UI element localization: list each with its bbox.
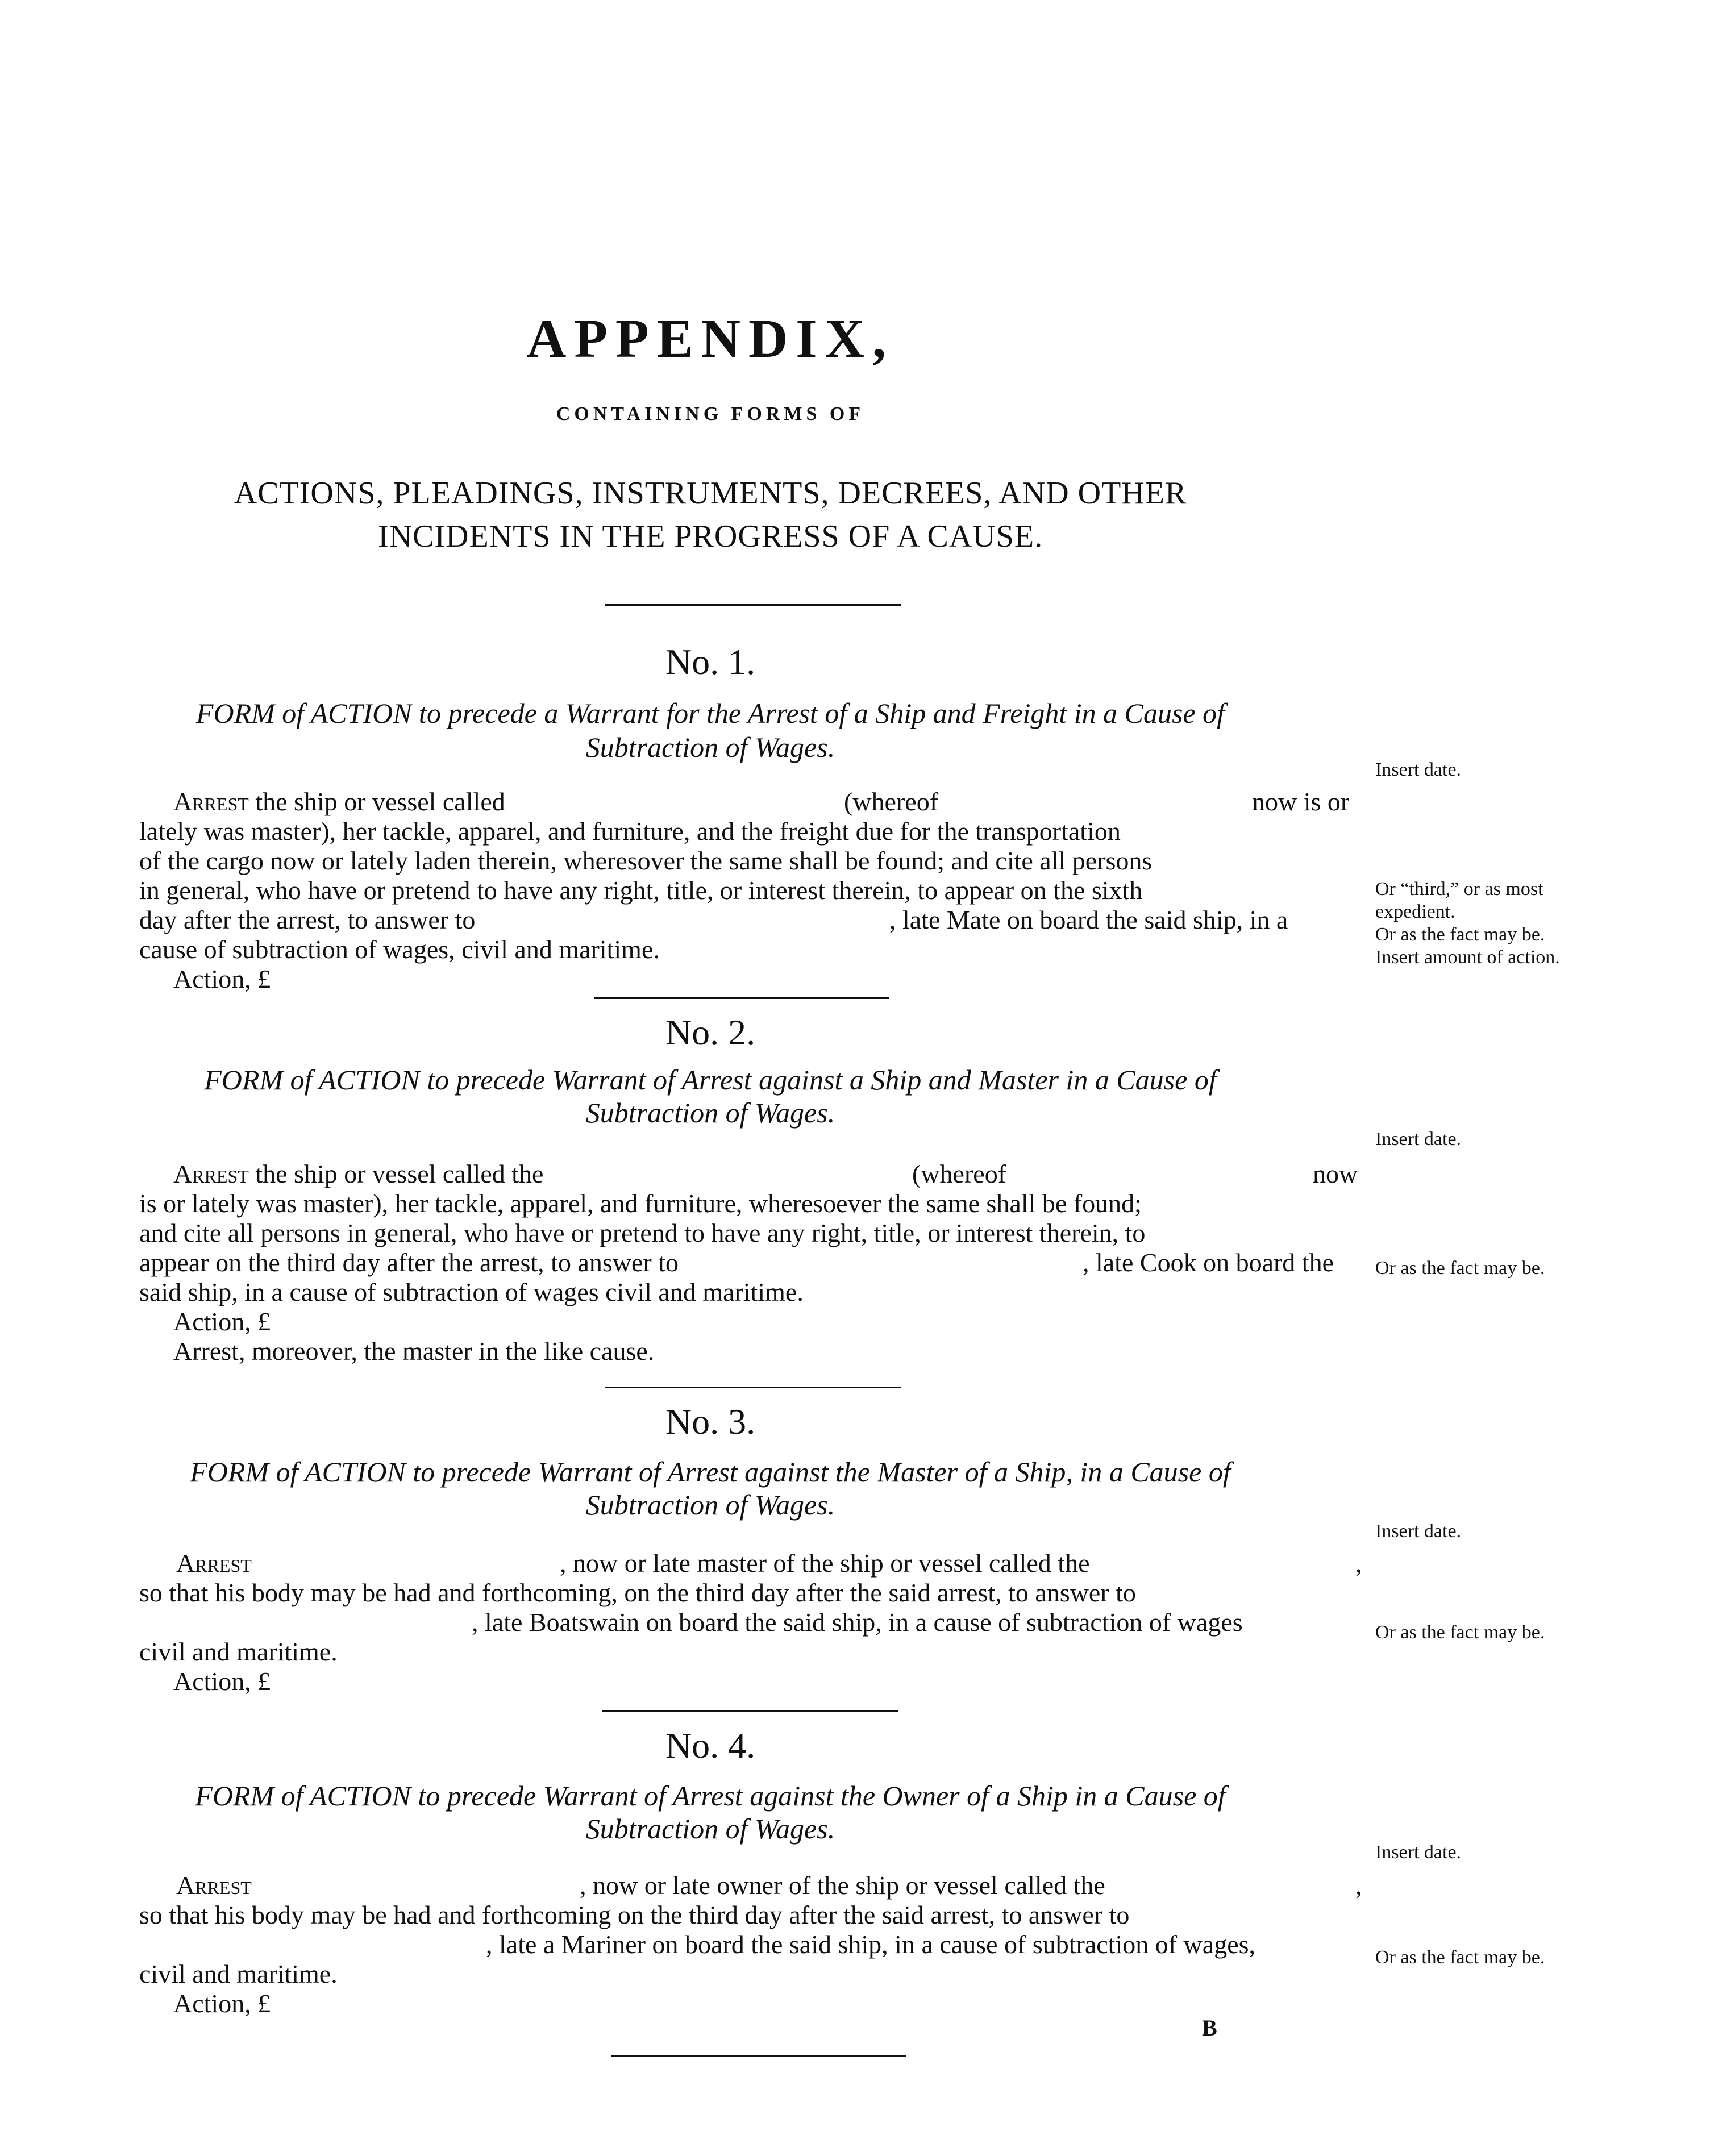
text-segment: (whereof <box>912 1159 1007 1188</box>
form-body-line <box>139 1871 1361 1900</box>
form-body-line: so that his body may be had and forthcoming on the third day after the said arrest, to answer to <box>139 1900 1130 1929</box>
form-body-line <box>139 1549 1361 1578</box>
arrest-lead: Arrest <box>176 1549 252 1578</box>
page-subtitle: CONTAINING FORMS OF <box>556 403 865 424</box>
text-segment: now is or <box>1252 787 1350 816</box>
form-number: No. 3. <box>665 1401 756 1442</box>
form-title-line1: FORM of ACTION to precede Warrant of Arrest against the Owner of a Ship in a Cause of <box>195 1780 1226 1812</box>
form-body-line: and cite all persons in general, who have or pretend to have any right, title, or interest therein, to <box>139 1218 1146 1247</box>
text-segment: , now or late master of the ship or vessel called the <box>560 1549 1090 1578</box>
text-segment: , <box>1355 1549 1362 1578</box>
text-segment: , late Cook on board the <box>1083 1248 1334 1277</box>
section-divider <box>594 997 889 999</box>
margin-note: Or as the fact may be. <box>1375 1947 1545 1968</box>
form-body-line <box>139 1159 1361 1189</box>
form-title-line2: Subtraction of Wages. <box>585 1813 835 1845</box>
text-segment: , <box>1355 1871 1362 1900</box>
margin-note: Insert date. <box>1375 759 1462 780</box>
form-title-line1: FORM of ACTION to precede a Warrant for the Arrest of a Ship and Freight in a Cause of <box>195 697 1225 729</box>
form-body-line: in general, who have or pretend to have any right, title, or interest therein, to appear on the sixth <box>139 876 1143 905</box>
text-segment: , late Boatswain on board the said ship, in a cause of subtraction of wages <box>472 1608 1243 1637</box>
action-amount-line: Action, £ <box>173 1307 271 1336</box>
margin-note: Or as the fact may be. <box>1375 924 1545 945</box>
text-segment: now <box>1313 1159 1358 1188</box>
signature-mark: B <box>1202 2015 1217 2041</box>
section-divider <box>605 604 901 606</box>
form-title-line2: Subtraction of Wages. <box>585 731 835 763</box>
margin-note: Or as the fact may be. <box>1375 1622 1545 1643</box>
form-body-line: civil and maritime. <box>139 1637 338 1666</box>
margin-note: Insert date. <box>1375 1129 1462 1150</box>
form-title-line1: FORM of ACTION to precede Warrant of Arrest against the Master of a Ship, in a Cause of <box>190 1456 1231 1488</box>
action-amount-line: Action, £ <box>173 1667 271 1696</box>
text-segment: , late Mate on board the said ship, in a <box>889 905 1288 934</box>
section-divider <box>602 1710 898 1712</box>
form-body-line <box>139 1248 1361 1277</box>
arrest-lead: Arrest <box>173 787 249 816</box>
text-segment: day after the arrest, to answer to <box>139 905 476 934</box>
form-body-line: civil and maritime. <box>139 1959 338 1988</box>
form-title-line2: Subtraction of Wages. <box>585 1097 835 1129</box>
text-segment: , now or late owner of the ship or vessel called the <box>580 1871 1105 1900</box>
margin-note: Or as the fact may be. <box>1375 1258 1545 1279</box>
form-body-line: Arrest, moreover, the master in the like cause. <box>173 1337 655 1366</box>
page-heading-line1: ACTIONS, PLEADINGS, INSTRUMENTS, DECREES, AND OTHER <box>234 476 1187 511</box>
text-segment: appear on the third day after the arrest, to answer to <box>139 1248 679 1277</box>
form-body-line: said ship, in a cause of subtraction of wages civil and maritime. <box>139 1277 804 1306</box>
form-body-line: so that his body may be had and forthcoming, on the third day after the said arrest, to answer to <box>139 1578 1136 1607</box>
form-number: No. 2. <box>665 1012 756 1052</box>
arrest-lead: Arrest <box>173 1159 249 1188</box>
section-divider <box>605 1387 901 1388</box>
text-segment: the ship or vessel called the <box>248 1159 544 1188</box>
margin-note: Insert date. <box>1375 1842 1462 1863</box>
margin-note: Insert date. <box>1375 1521 1462 1542</box>
form-body-line <box>139 905 1361 935</box>
form-body-line: of the cargo now or lately laden therein, wheresover the same shall be found; and cite all persons <box>139 846 1153 875</box>
form-body-line: cause of subtraction of wages, civil and maritime. <box>139 935 660 964</box>
form-number: No. 4. <box>665 1725 756 1766</box>
page-title: APPENDIX, <box>527 308 894 369</box>
form-body-line <box>139 787 1361 817</box>
form-title-line2: Subtraction of Wages. <box>585 1489 835 1521</box>
form-body-line: is or lately was master), her tackle, apparel, and furniture, wheresoever the same shall be found; <box>139 1189 1142 1218</box>
text-segment: the ship or vessel called <box>248 787 505 816</box>
form-body-line: lately was master), her tackle, apparel, and furniture, and the freight due for the transportation <box>139 817 1121 846</box>
margin-note: Insert amount of action. <box>1375 947 1560 968</box>
section-divider <box>611 2055 906 2057</box>
action-amount-line: Action, £ <box>173 964 271 993</box>
arrest-lead: Arrest <box>176 1871 252 1900</box>
form-number: No. 1. <box>665 642 756 682</box>
text-segment: (whereof <box>844 787 939 816</box>
margin-note: Or “third,” or as most expedient. <box>1375 879 1543 922</box>
page-heading-line2: INCIDENTS IN THE PROGRESS OF A CAUSE. <box>377 519 1043 554</box>
text-segment: , late a Mariner on board the said ship, in a cause of subtraction of wages, <box>486 1930 1256 1959</box>
form-title-line1: FORM of ACTION to precede Warrant of Arrest against a Ship and Master in a Cause of <box>204 1064 1217 1096</box>
action-amount-line: Action, £ <box>173 1989 271 2018</box>
